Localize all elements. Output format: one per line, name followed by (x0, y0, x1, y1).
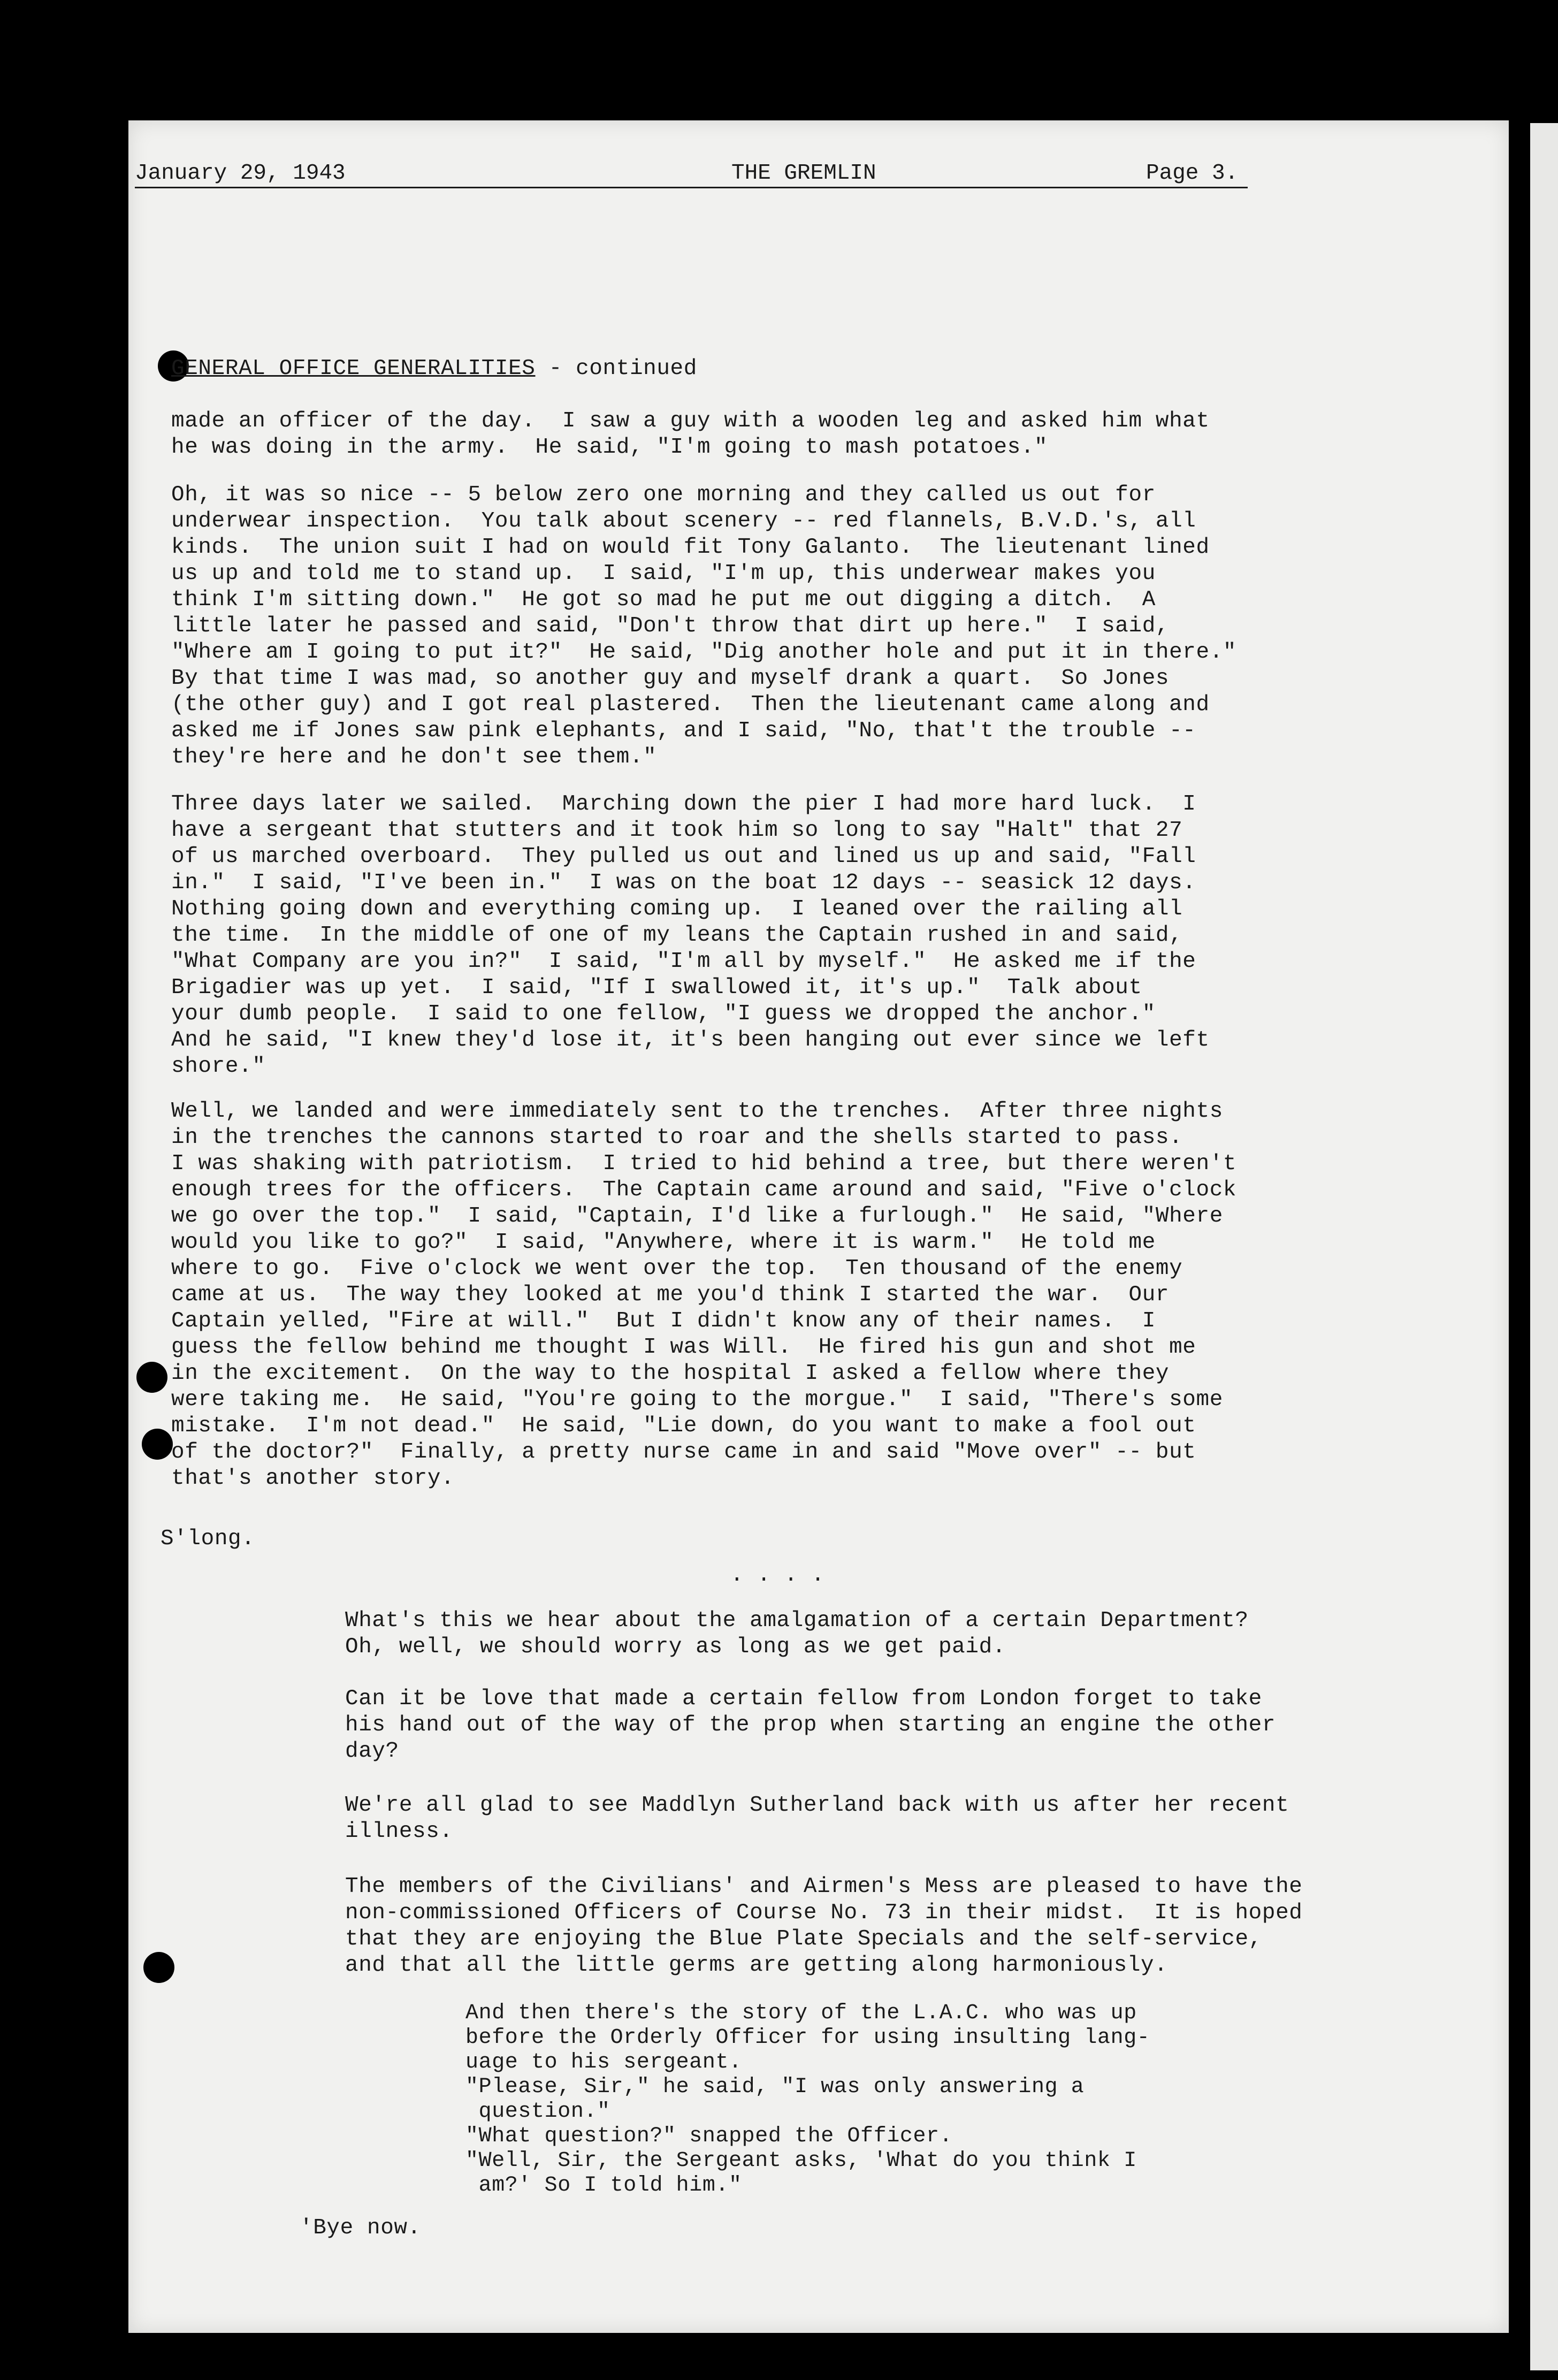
closing: 'Bye now. (300, 2216, 421, 2240)
paragraph: Well, we landed and were immediately sent to the trenches. After three nights in the trenches the cannons started to roar and the shells started to pass. I was shaking with patriotism. I tried to hid behind a tree, but there weren't enough trees for the officers. The Captain came around and said, "Five o'clock we go over the top." I said, "Captain, I'd like a furlough." He said, "Where would you like to go?" I said, "Anywhere, where it is warm." He told me where to go. Five o'clock we went over the top. Ten thousand of the enemy came at us. The way they looked at me you'd think I started the war. Our Captain yelled, "Fire at will." But I didn't know any of their names. I guess the fellow behind me thought I was Will. He fired his gun and shot me in the excitement. On the way to the hospital I asked a fellow where they were taking me. He said, "You're going to the morgue." I said, "There's some mistake. I'm not dead." He said, "Lie down, do you want to make a fool out of the doctor?" Finally, a pretty nurse came in and said "Move over" -- but that's another story. (171, 1099, 1237, 1491)
note: We're all glad to see Maddlyn Sutherland back with us after her recent illness. (345, 1793, 1289, 1844)
note: Can it be love that made a certain fellow from London forget to take his hand out of the way of the prop when starting an engine the other day? (345, 1687, 1276, 1764)
header-page-number: Page 3. (1146, 161, 1239, 186)
anecdote: And then there's the story of the L.A.C. who was up before the Orderly Officer for using insulting lang- uage to his sergeant. "Please, Sir," he said, "I was only answering a question." "What question?" snapped the Officer. "Well, Sir, the Sergeant asks, 'What do you think I am?' So I told him." (465, 2001, 1150, 2198)
header-publication: THE GREMLIN (731, 161, 876, 186)
paragraph: made an officer of the day. I saw a guy with a wooden leg and asked him what he was doing in the army. He said, "I'm going to mash potatoes." (171, 409, 1210, 460)
section-title-suffix: - continued (535, 356, 697, 381)
section-separator: . . . . (730, 1563, 825, 1588)
section-title: GENERAL OFFICE GENERALITIES (171, 356, 536, 381)
paragraph: Three days later we sailed. Marching down the pier I had more hard luck. I have a sergeant that stutters and it took him so long to say "Halt" that 27 of us marched overboard. They pulled us out and lined us up and said, "Fall in." I said, "I've been in." I was on the boat 12 days -- seasick 12 days. Nothing going down and everything coming up. I leaned over the railing all the time. In the middle of one of my leans the Captain rushed in and said, "What Company are you in?" I said, "I'm all by myself." He asked me if the Brigadier was up yet. I said, "If I swallowed it, it's up." Talk about your dumb people. I said to one fellow, "I guess we dropped the anchor." And he said, "I knew they'd lose it, it's been hanging out ever since we left shore." (171, 792, 1210, 1079)
punch-hole (143, 1952, 174, 1983)
signoff: S'long. (161, 1527, 255, 1551)
punch-hole (136, 1362, 167, 1393)
note: What's this we hear about the amalgamation of a certain Department? Oh, well, we should worry as long as we get paid. (345, 1608, 1249, 1659)
header-date: January 29, 1943 (135, 161, 346, 186)
punch-hole (142, 1429, 173, 1460)
header-rule (135, 187, 1248, 188)
adjacent-page-edge (1530, 123, 1558, 2370)
paragraph: Oh, it was so nice -- 5 below zero one morning and they called us out for underwear inspection. You talk about scenery -- red flannels, B.V.D.'s, all kinds. The union suit I had on would fit Tony Galanto. The lieutenant lined us up and told me to stand up. I said, "I'm up, this underwear makes you think I'm sitting down." He got so mad he put me out digging a ditch. A little later he passed and said, "Don't throw that dirt up here." I said, "Where am I going to put it?" He said, "Dig another hole and put it in there." By that time I was mad, so another guy and myself drank a quart. So Jones (the other guy) and I got real plastered. Then the lieutenant came along and asked me if Jones saw pink elephants, and I said, "No, that't the trouble -- they're here and he don't see them." (171, 483, 1237, 769)
note: The members of the Civilians' and Airmen's Mess are pleased to have the non-commissioned Officers of Course No. 73 in their midst. It is hoped that they are enjoying the Blue Plate Specials and the self-service, and that all the little germs are getting along harmoniously. (345, 1874, 1303, 1978)
section-heading (171, 356, 697, 382)
